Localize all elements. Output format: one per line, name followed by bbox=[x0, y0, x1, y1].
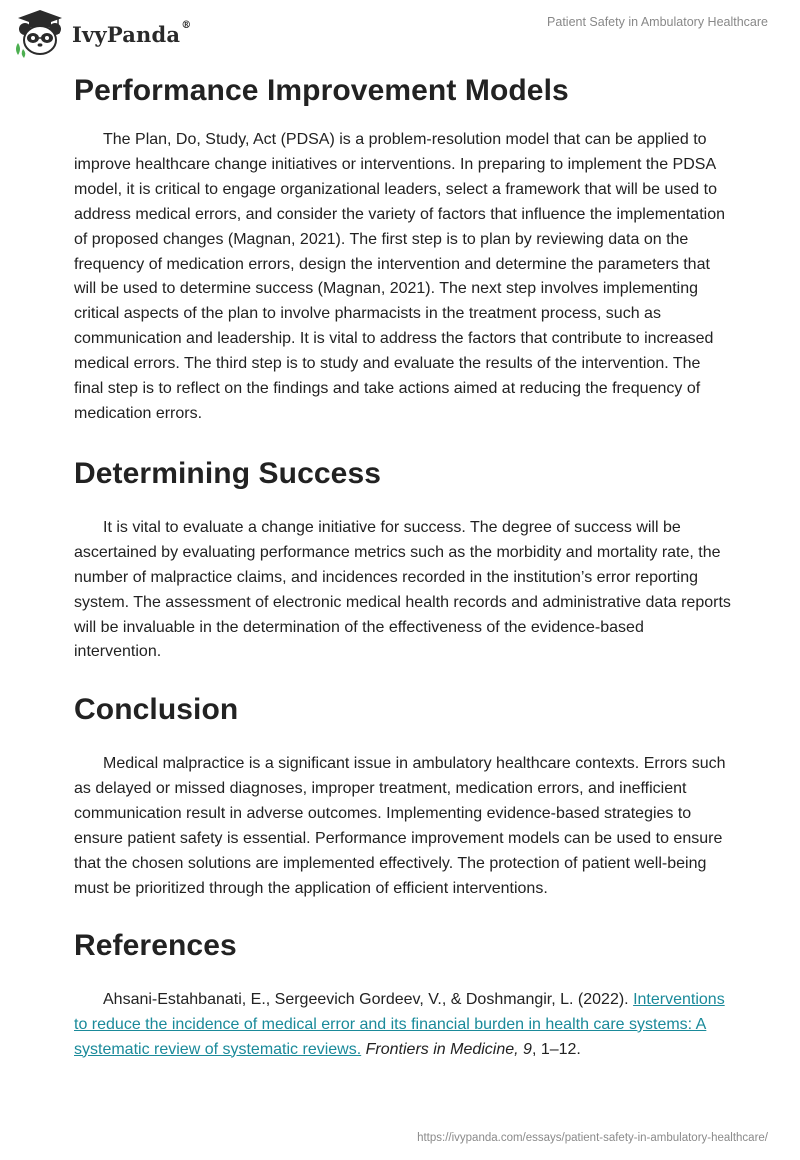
section-paragraph: It is vital to evaluate a change initiative for success. The degree of success will be ascertained by evaluating performance metrics such as the morbidity and mortality rate, the number of malpractice claims, and incidences recorded in the institution’s error reporting system. The assessment of electronic medical health records and administrative data reports will be invaluable in the determination of the effectiveness of the evidence-based intervention. bbox=[74, 518, 731, 661]
document-title: Patient Safety in Ambulatory Healthcare bbox=[547, 15, 768, 29]
reference-entry bbox=[74, 988, 734, 1063]
section-paragraph: Medical malpractice is a significant issue in ambulatory healthcare contexts. Errors such as delayed or missed diagnoses, improper treatment, medication errors, and inefficient communication result in adverse outcomes. Implementing evidence-based strategies to ensure patient safety is essential. Performance improvement models can be used to ensure that the chosen solutions are implemented effectively. The protection of patient well-being must be prioritized through the application of efficient interventions. bbox=[74, 755, 726, 897]
reference-authors: Ahsani-Estahbanati, E., Sergeevich Gordeev, V., & Doshmangir, L. (2022). bbox=[103, 990, 629, 1008]
reference-pages: , 1–12. bbox=[531, 1040, 581, 1058]
brand-name: IvyPanda® bbox=[72, 19, 192, 47]
reference-journal: Frontiers in Medicine, 9 bbox=[365, 1040, 532, 1058]
reference-title-link[interactable]: Interventions to reduce the incidence of medical error and its financial burden in health care systems: A systematic review of systematic reviews. bbox=[74, 990, 725, 1058]
panda-graduate-icon bbox=[14, 9, 66, 59]
section-heading: Performance Improvement Models bbox=[74, 74, 569, 107]
section-heading: Conclusion bbox=[74, 693, 239, 727]
references-heading: References bbox=[74, 928, 237, 962]
section-paragraph: The Plan, Do, Study, Act (PDSA) is a problem-resolution model that can be applied to improve healthcare change initiatives or interventions. In preparing to implement the PDSA model, it is critical to engage organizational leaders, select a framework that will be used to address medical errors, and consider the variety of factors that influence the implementation of proposed changes (Magnan, 2021). The first step is to plan by reviewing data on the frequency of medication errors, design the intervention and determine the parameters that will be used to determine success (Magnan, 2021). The next step involves implementing critical aspects of the plan to involve pharmacists in the treatment process, such as communication and leadership. It is vital to address the factors that contribute to increased medical errors. The third step is to study and evaluate the results of the intervention. The final step is to reflect on the findings and take actions aimed at reducing the frequency of medication errors. bbox=[74, 131, 725, 422]
essay-content bbox=[74, 70, 734, 1062]
source-url: https://ivypanda.com/essays/patient-safety-in-ambulatory-healthcare/ bbox=[417, 1132, 768, 1144]
section-heading: Determining Success bbox=[74, 456, 382, 490]
ivypanda-logo[interactable] bbox=[14, 6, 191, 62]
page-header bbox=[0, 0, 800, 70]
